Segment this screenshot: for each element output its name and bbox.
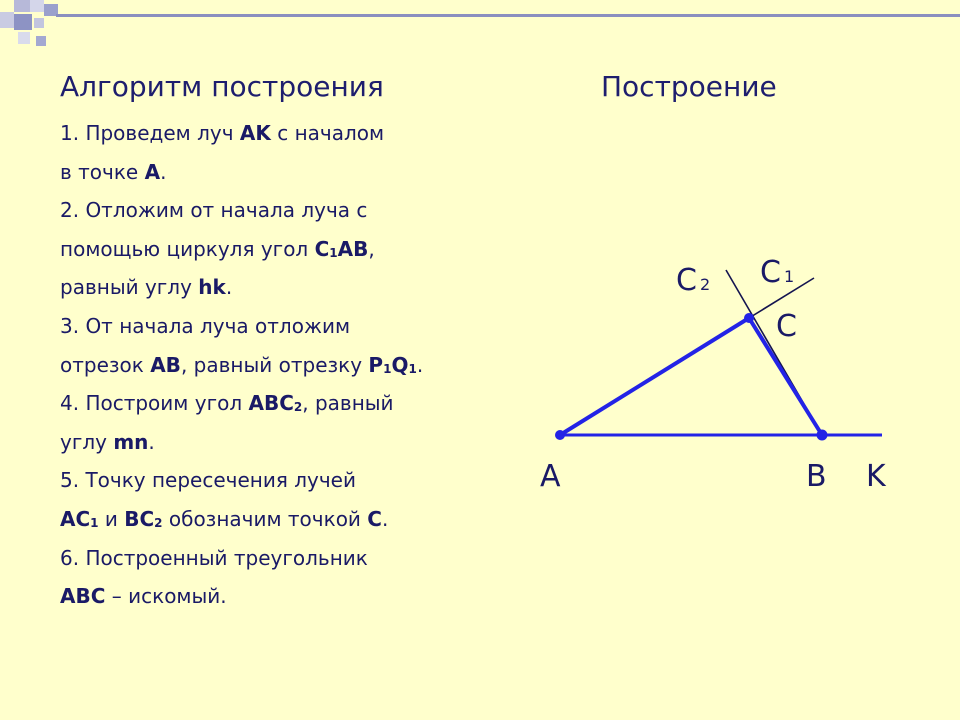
step-line <box>60 191 530 230</box>
step-line <box>60 114 530 153</box>
step-text: . <box>225 275 233 300</box>
step-line <box>60 577 530 616</box>
step-line <box>60 461 530 500</box>
math-symbol: hk <box>198 275 226 300</box>
label-c1: C <box>760 255 781 290</box>
step-line <box>60 500 530 539</box>
step-text: , равный отрезку <box>180 352 369 377</box>
subscript: 1 <box>383 361 392 376</box>
corner-decoration <box>0 0 80 60</box>
step-text: 6. Построенный треугольник <box>60 545 368 570</box>
step-text: отрезок <box>60 352 151 377</box>
math-symbol: AB <box>337 236 369 261</box>
step-line <box>60 230 530 269</box>
label-c: C <box>776 309 797 344</box>
step-line <box>60 539 530 578</box>
point-a <box>555 430 565 440</box>
subscript: 2 <box>293 400 303 415</box>
math-symbol: C <box>367 506 382 531</box>
step-text: 1. Проведем луч <box>60 121 240 145</box>
step-text: обозначим точкой <box>162 506 368 531</box>
step-text: равный углу <box>60 275 199 300</box>
math-symbol: AB <box>150 352 181 377</box>
subscript: 1 <box>90 515 99 530</box>
step-text: 5. Точку пересечения лучей <box>60 468 356 493</box>
math-symbol: BC <box>124 506 155 531</box>
step-text: . <box>160 159 167 184</box>
header-divider <box>56 14 960 17</box>
subscript: 1 <box>329 245 338 260</box>
algorithm-steps <box>60 114 530 616</box>
step-line <box>60 307 530 346</box>
math-symbol: AK <box>239 121 271 145</box>
point-c <box>744 313 754 323</box>
step-text: . <box>416 352 424 377</box>
math-symbol: mn <box>113 429 149 454</box>
step-text: 4. Построим угол <box>60 391 249 416</box>
step-line <box>60 346 530 385</box>
label-b: B <box>806 459 827 494</box>
step-text: помощью циркуля угол <box>60 236 315 261</box>
step-text: и <box>98 506 125 531</box>
subscript: 2 <box>154 515 163 530</box>
math-symbol: Q <box>391 352 409 377</box>
math-symbol: ABC <box>60 584 106 609</box>
label-c2: C <box>676 263 697 298</box>
step-text: , равный <box>302 391 394 416</box>
label-k: K <box>866 459 886 494</box>
step-text: 2. Отложим от начала луча с <box>60 198 368 223</box>
step-text: углу <box>60 429 114 454</box>
point-b <box>817 430 828 441</box>
step-text: . <box>148 429 155 454</box>
step-text: , <box>368 236 375 261</box>
math-symbol: A <box>144 159 161 184</box>
math-symbol: ABC <box>248 391 294 416</box>
label-c2-sub: 2 <box>700 275 711 294</box>
step-line <box>60 384 530 423</box>
algorithm-title: Алгоритм построения <box>60 70 384 103</box>
step-text: 3. От начала луча отложим <box>60 313 351 338</box>
label-c1-sub: 1 <box>784 267 795 286</box>
step-text: . <box>381 506 389 531</box>
step-line <box>60 423 530 462</box>
math-symbol: C <box>314 236 330 261</box>
construction-title: Построение <box>601 70 777 103</box>
step-line <box>60 153 530 192</box>
step-line <box>60 268 530 307</box>
subscript: 1 <box>408 361 417 376</box>
label-a: A <box>540 459 561 494</box>
math-symbol: P <box>368 352 384 377</box>
math-symbol: AC <box>60 506 91 531</box>
side-ac <box>560 318 749 435</box>
step-text: с началом <box>270 121 385 145</box>
step-text: в точке <box>60 159 145 184</box>
triangle-construction-diagram <box>520 240 940 520</box>
step-text: – искомый. <box>105 584 227 609</box>
